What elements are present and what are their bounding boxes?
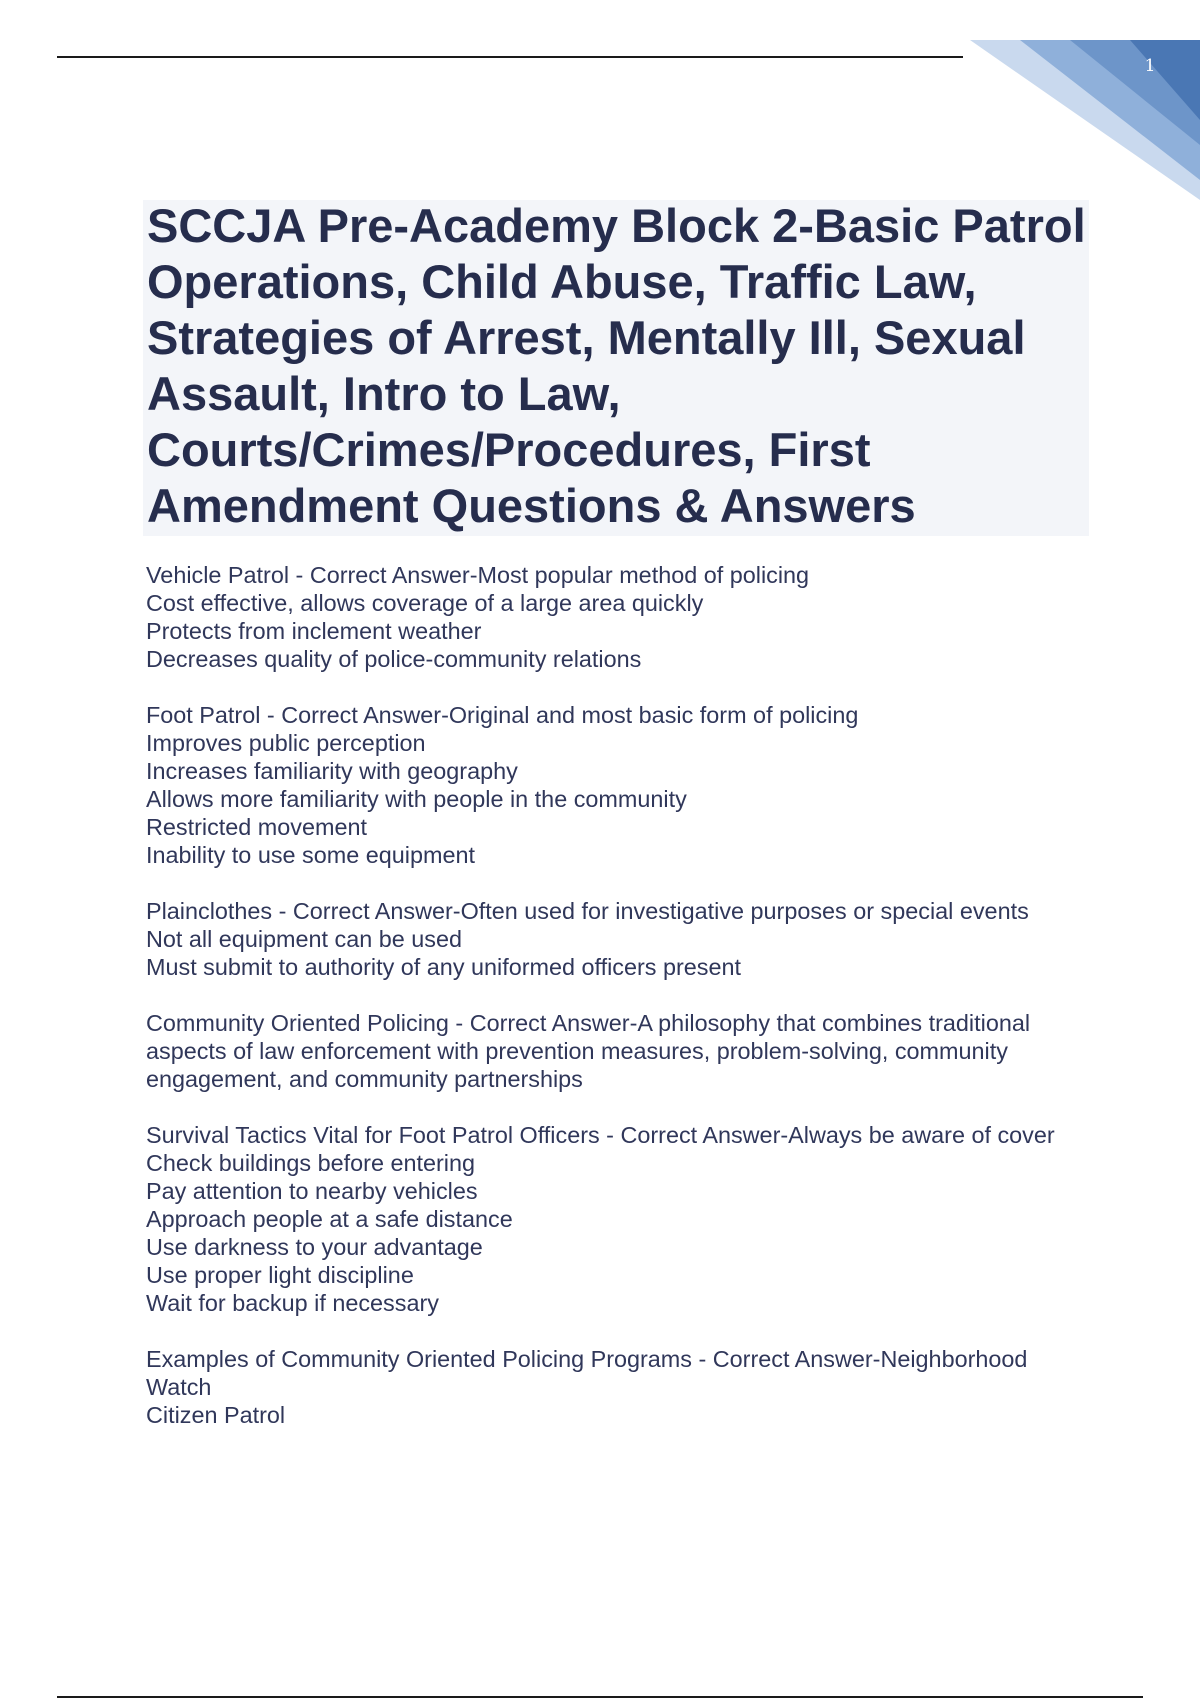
qa-item <box>146 897 1096 981</box>
qa-answer-line: Use proper light discipline <box>146 1262 414 1288</box>
qa-answer-line: Not all equipment can be used <box>146 926 462 952</box>
qa-answer-line: Pay attention to nearby vehicles <box>146 1178 478 1204</box>
qa-answer-line: Improves public perception <box>146 730 426 756</box>
qa-question-line: Examples of Community Oriented Policing Programs - Correct Answer-Neighborhood <box>146 1346 1028 1372</box>
qa-question-line: Community Oriented Policing - Correct Answer-A philosophy that combines traditional <box>146 1010 1031 1036</box>
qa-question-line: Survival Tactics Vital for Foot Patrol Officers - Correct Answer-Always be aware of cover <box>146 1122 1055 1148</box>
qa-answer-line: Allows more familiarity with people in the community <box>146 786 687 812</box>
qa-answer-line: Approach people at a safe distance <box>146 1206 513 1232</box>
qa-answer-line: Check buildings before entering <box>146 1150 475 1176</box>
qa-item <box>146 561 1096 673</box>
page-corner-decoration <box>960 0 1200 200</box>
qa-answer-line: Must submit to authority of any uniformed officers present <box>146 954 742 980</box>
qa-answer-line: Use darkness to your advantage <box>146 1234 483 1260</box>
header-rule <box>57 56 963 58</box>
qa-list <box>146 561 1096 1457</box>
qa-answer-line: Citizen Patrol <box>146 1402 286 1428</box>
qa-item <box>146 701 1096 869</box>
qa-answer-line: engagement, and community partnerships <box>146 1066 583 1092</box>
qa-answer-line: Increases familiarity with geography <box>146 758 518 784</box>
footer-rule <box>57 1696 1143 1698</box>
qa-answer-line: Restricted movement <box>146 814 367 840</box>
document-title: SCCJA Pre-Academy Block 2-Basic Patrol Operations, Child Abuse, Traffic Law, Strategies of Arrest, Mentally Ill, Sexual Assault, Intro to Law, Courts/Crimes/Procedures, First Amendment Questions & Answers <box>147 199 1086 532</box>
qa-answer-line: Wait for backup if necessary <box>146 1290 439 1316</box>
qa-answer-line: Inability to use some equipment <box>146 842 475 868</box>
qa-answer-line: Protects from inclement weather <box>146 618 482 644</box>
qa-question-line: Foot Patrol - Correct Answer-Original and most basic form of policing <box>146 702 859 728</box>
qa-question-line: Plainclothes - Correct Answer-Often used for investigative purposes or special events <box>146 898 1029 924</box>
qa-answer-line: Watch <box>146 1374 212 1400</box>
qa-item <box>146 1009 1096 1093</box>
page-number: 1 <box>1144 56 1156 76</box>
qa-answer-line: aspects of law enforcement with prevention measures, problem-solving, community <box>146 1038 1008 1064</box>
qa-answer-line: Cost effective, allows coverage of a large area quickly <box>146 590 704 616</box>
qa-item <box>146 1345 1096 1429</box>
qa-question-line: Vehicle Patrol - Correct Answer-Most popular method of policing <box>146 562 810 588</box>
qa-item <box>146 1121 1096 1317</box>
qa-answer-line: Decreases quality of police-community relations <box>146 646 642 672</box>
